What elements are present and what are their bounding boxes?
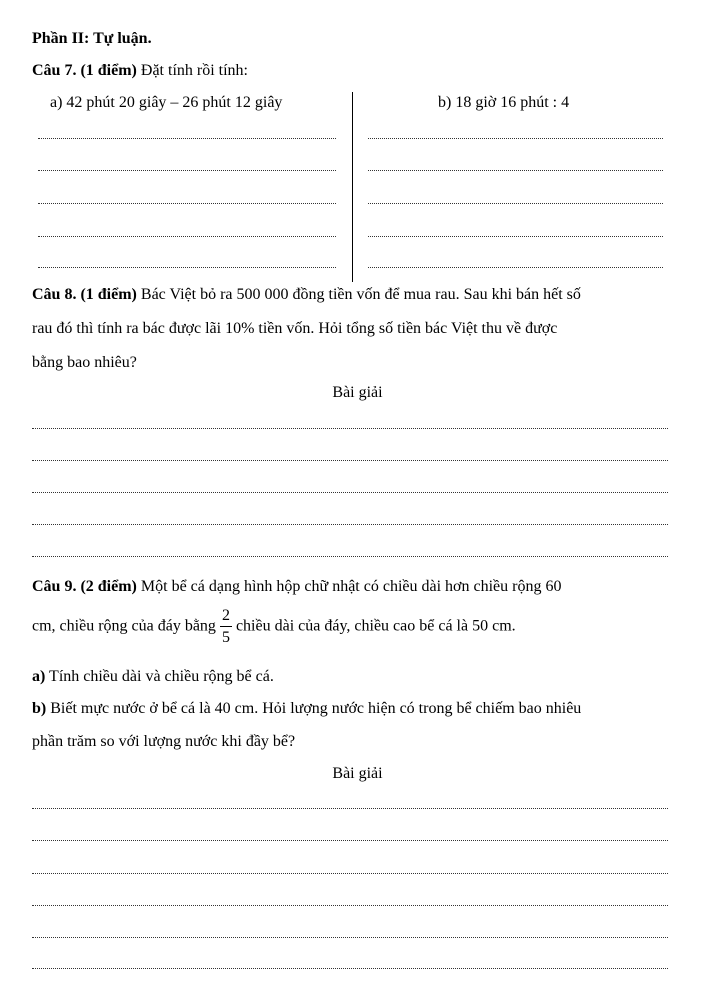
question-9-line-2 [32, 608, 516, 646]
answer-line[interactable] [38, 203, 336, 204]
answer-line[interactable] [32, 873, 668, 874]
fraction [220, 608, 232, 646]
answer-line[interactable] [38, 138, 336, 139]
question-9-text-2a: cm, chiều rộng của đáy bằng [32, 617, 216, 635]
question-8-line-2: rau đó thì tính ra bác được lãi 10% tiền vốn. Hỏi tổng số tiền bác Việt thu về được [32, 320, 558, 337]
answer-line[interactable] [32, 968, 668, 969]
part-title-text: Phần II: Tự luận. [32, 30, 152, 47]
answer-line[interactable] [368, 267, 663, 268]
question-9-line-1 [32, 578, 561, 596]
question-8-line-3: bằng bao nhiêu? [32, 354, 137, 371]
question-7-prompt [32, 62, 248, 80]
question-9-solution-heading: Bài giải [332, 765, 383, 782]
question-8-solution-heading: Bài giải [332, 384, 383, 401]
question-7-label: Câu 7. (1 điểm) [32, 62, 137, 79]
question-9b-label: b) [32, 700, 47, 717]
part-title [32, 30, 152, 48]
fraction-denominator: 5 [221, 629, 230, 646]
question-9b-line-1 [32, 700, 581, 718]
question-9a-text: Tính chiều dài và chiều rộng bể cá. [45, 668, 274, 685]
question-9-text-1: Một bể cá dạng hình hộp chữ nhật có chiều dài hơn chiều rộng 60 [136, 578, 562, 595]
question-7-text: Đặt tính rồi tính: [136, 62, 248, 79]
question-7b-text: b) 18 giờ 16 phút : 4 [438, 94, 570, 111]
fraction-numerator: 2 [220, 608, 232, 627]
question-8-label: Câu 8. (1 điểm) [32, 286, 137, 303]
answer-line[interactable] [368, 236, 663, 237]
question-9b-line-2: phần trăm so với lượng nước khi đầy bể? [32, 733, 296, 750]
question-9a-label: a) [32, 668, 46, 685]
answer-line[interactable] [38, 267, 336, 268]
answer-line[interactable] [32, 905, 668, 906]
answer-line[interactable] [32, 460, 668, 461]
answer-line[interactable] [368, 170, 663, 171]
question-9-text-2b: chiều dài của đáy, chiều cao bể cá là 50 cm. [235, 617, 516, 635]
column-divider [352, 92, 353, 282]
answer-line[interactable] [32, 428, 668, 429]
question-9-label: Câu 9. (2 điểm) [32, 578, 137, 595]
answer-line[interactable] [368, 203, 663, 204]
answer-line[interactable] [32, 808, 668, 809]
answer-line[interactable] [32, 492, 668, 493]
answer-line[interactable] [368, 138, 663, 139]
answer-line[interactable] [38, 236, 336, 237]
answer-line[interactable] [32, 556, 668, 557]
answer-line[interactable] [32, 937, 668, 938]
question-8-line-1 [32, 286, 581, 304]
question-7a-text: a) 42 phút 20 giây – 26 phút 12 giây [50, 94, 283, 111]
answer-line[interactable] [38, 170, 336, 171]
answer-line[interactable] [32, 524, 668, 525]
answer-line[interactable] [32, 840, 668, 841]
question-8-text-1: Bác Việt bỏ ra 500 000 đồng tiền vốn để mua rau. Sau khi bán hết số [136, 286, 581, 303]
question-9b-text-1: Biết mực nước ở bể cá là 40 cm. Hỏi lượng nước hiện có trong bể chiếm bao nhiêu [46, 700, 582, 717]
question-9a [32, 668, 274, 686]
